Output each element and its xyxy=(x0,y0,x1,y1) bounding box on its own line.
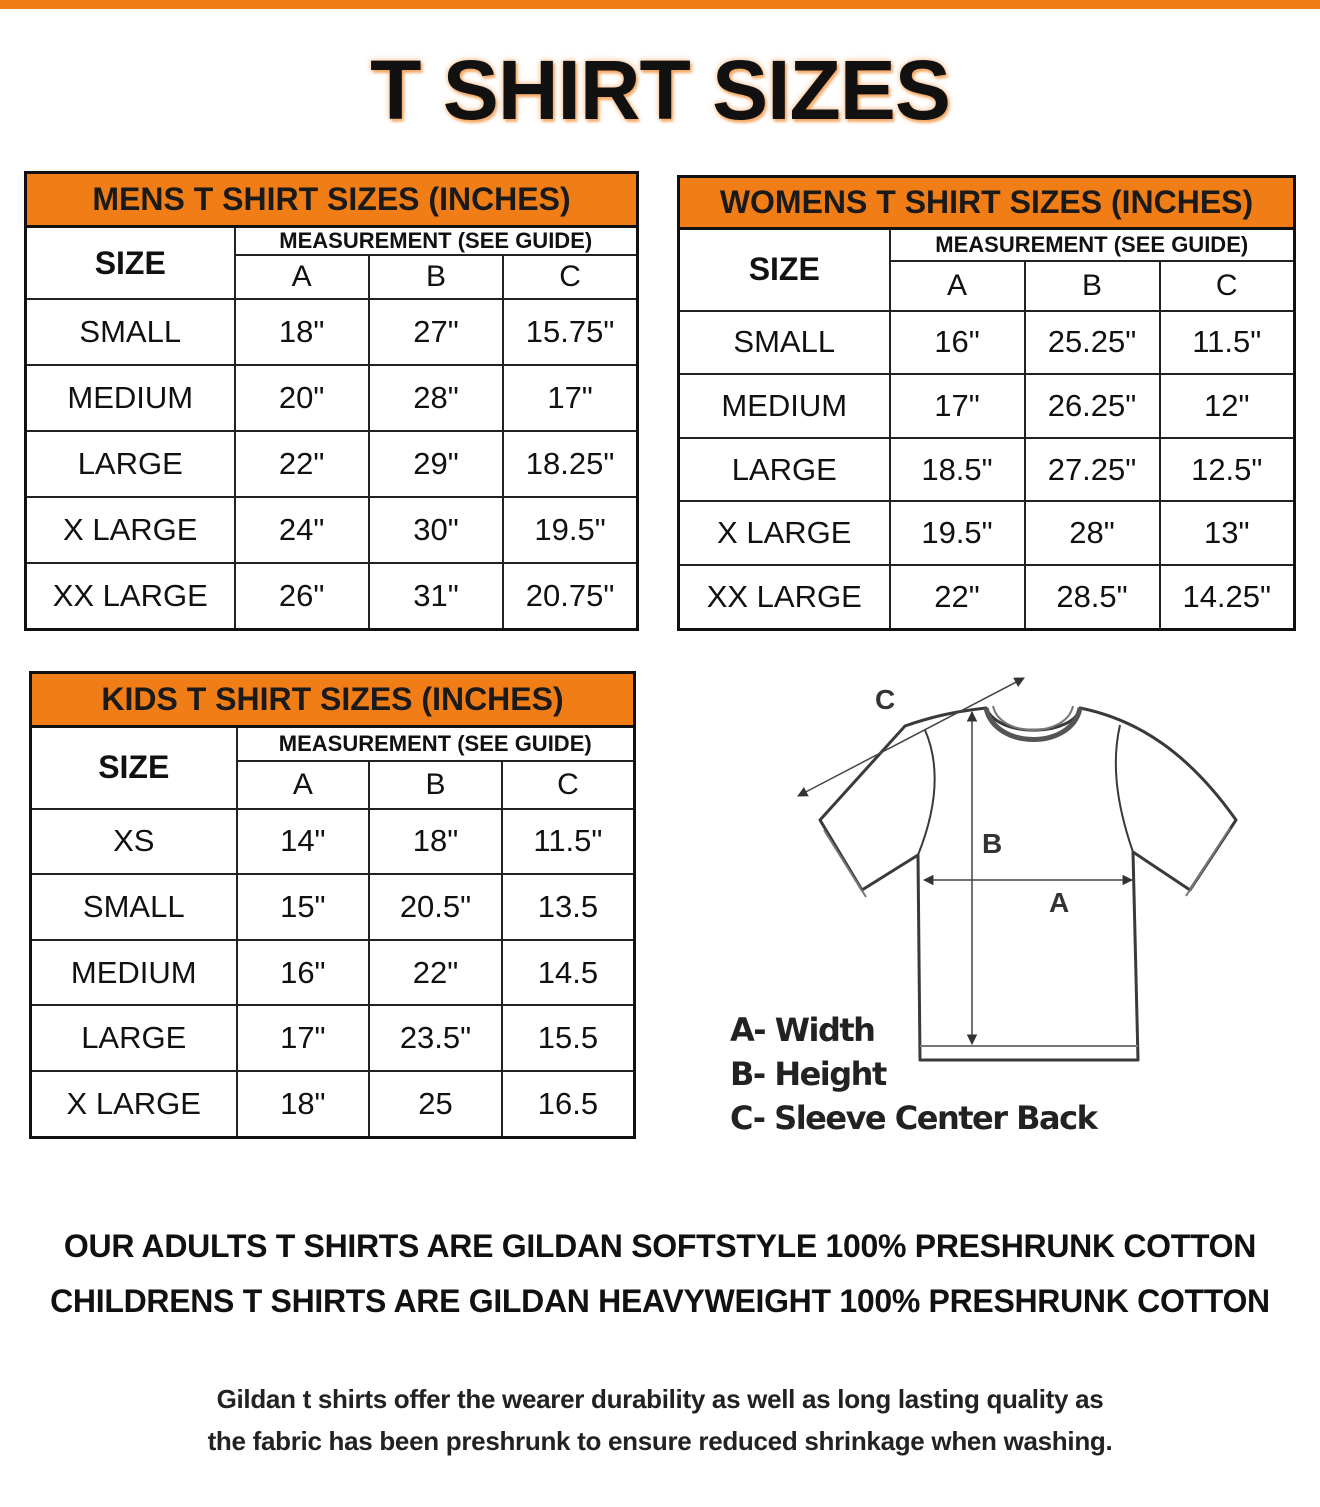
table-row xyxy=(31,809,635,875)
measurement-a-cell: 19.5" xyxy=(890,501,1025,565)
size-cell: X LARGE xyxy=(26,497,235,563)
measurement-a-cell: 20" xyxy=(235,365,369,431)
measurement-c-cell: 13.5 xyxy=(502,874,635,940)
measurement-a-cell: 18" xyxy=(235,299,369,365)
measurement-a-cell: 17" xyxy=(890,374,1025,438)
size-cell: X LARGE xyxy=(31,1071,237,1138)
column-a-header: A xyxy=(235,255,369,299)
size-cell: XX LARGE xyxy=(679,565,890,630)
column-a-header: A xyxy=(890,261,1025,311)
womens-size-table xyxy=(677,175,1296,631)
column-b-header: B xyxy=(369,255,503,299)
top-accent-bar xyxy=(0,0,1320,9)
measurement-a-cell: 16" xyxy=(237,940,370,1006)
column-a-header: A xyxy=(237,761,370,809)
size-cell: SMALL xyxy=(679,311,890,375)
measurement-c-cell: 15.5 xyxy=(502,1005,635,1071)
measurement-header: MEASUREMENT (SEE GUIDE) xyxy=(890,229,1295,261)
measurement-c-cell: 18.25" xyxy=(503,431,637,497)
mens-table-heading: MENS T SHIRT SIZES (INCHES) xyxy=(26,173,638,227)
column-c-header: C xyxy=(503,255,637,299)
measurement-b-cell: 31" xyxy=(369,563,503,630)
measurement-a-cell: 18" xyxy=(237,1071,370,1138)
measurement-a-cell: 22" xyxy=(890,565,1025,630)
size-cell: LARGE xyxy=(679,438,890,502)
table-row xyxy=(31,874,635,940)
measurement-a-cell: 17" xyxy=(237,1005,370,1071)
measurement-c-cell: 14.5 xyxy=(502,940,635,1006)
table-row xyxy=(679,501,1295,565)
measurement-c-cell: 12" xyxy=(1160,374,1295,438)
measurement-a-cell: 26" xyxy=(235,563,369,630)
page-title: T SHIRT SIZES xyxy=(370,43,950,137)
table-row xyxy=(31,1071,635,1138)
measurement-a-cell: 14" xyxy=(237,809,370,875)
measurement-b-cell: 28" xyxy=(1025,501,1160,565)
measurement-c-cell: 19.5" xyxy=(503,497,637,563)
measurement-a-cell: 18.5" xyxy=(890,438,1025,502)
size-cell: SMALL xyxy=(31,874,237,940)
diagram-legend xyxy=(730,1008,1096,1140)
size-cell: SMALL xyxy=(26,299,235,365)
adult-fabric-notice: OUR ADULTS T SHIRTS ARE GILDAN SOFTSTYLE 100% PRESHRUNK COTTON xyxy=(63,1228,1257,1264)
measurement-b-cell: 27.25" xyxy=(1025,438,1160,502)
measurement-b-cell: 30" xyxy=(369,497,503,563)
size-column-header: SIZE xyxy=(31,727,237,809)
measurement-b-cell: 26.25" xyxy=(1025,374,1160,438)
measurement-c-cell: 11.5" xyxy=(1160,311,1295,375)
size-column-header: SIZE xyxy=(679,229,890,311)
size-cell: X LARGE xyxy=(679,501,890,565)
measurement-c-cell: 14.25" xyxy=(1160,565,1295,630)
legend-sleeve: C- Sleeve Center Back xyxy=(730,1099,1097,1137)
kids-size-table xyxy=(29,671,636,1139)
size-cell: MEDIUM xyxy=(26,365,235,431)
measurement-c-cell: 15.75" xyxy=(503,299,637,365)
size-cell: MEDIUM xyxy=(31,940,237,1006)
description-line-1: Gildan t shirts offer the wearer durability as well as long lasting quality as xyxy=(216,1384,1104,1414)
column-c-header: C xyxy=(502,761,635,809)
table-row xyxy=(26,497,638,563)
measurement-c-cell: 11.5" xyxy=(502,809,635,875)
legend-width: A- Width xyxy=(730,1011,875,1049)
size-column-header: SIZE xyxy=(26,227,235,300)
size-cell: XS xyxy=(31,809,237,875)
mens-size-table xyxy=(24,171,639,631)
diagram-label-b: B xyxy=(982,828,1003,859)
table-row xyxy=(26,365,638,431)
table-row xyxy=(679,438,1295,502)
measurement-b-cell: 28.5" xyxy=(1025,565,1160,630)
size-cell: XX LARGE xyxy=(26,563,235,630)
size-cell: MEDIUM xyxy=(679,374,890,438)
measurement-b-cell: 28" xyxy=(369,365,503,431)
measurement-b-cell: 25.25" xyxy=(1025,311,1160,375)
measurement-b-cell: 22" xyxy=(369,940,502,1006)
children-fabric-notice: CHILDRENS T SHIRTS ARE GILDAN HEAVYWEIGHT 100% PRESHRUNK COTTON xyxy=(50,1283,1270,1319)
measurement-a-cell: 22" xyxy=(235,431,369,497)
column-b-header: B xyxy=(1025,261,1160,311)
size-cell: LARGE xyxy=(31,1005,237,1071)
kids-table-heading: KIDS T SHIRT SIZES (INCHES) xyxy=(31,673,635,727)
measurement-b-cell: 18" xyxy=(369,809,502,875)
measurement-a-cell: 24" xyxy=(235,497,369,563)
measurement-header: MEASUREMENT (SEE GUIDE) xyxy=(235,227,638,256)
measurement-header: MEASUREMENT (SEE GUIDE) xyxy=(237,727,635,761)
table-row xyxy=(679,565,1295,630)
diagram-label-c: C xyxy=(875,684,896,715)
measurement-b-cell: 23.5" xyxy=(369,1005,502,1071)
measurement-a-cell: 15" xyxy=(237,874,370,940)
measurement-b-cell: 29" xyxy=(369,431,503,497)
measurement-c-cell: 16.5 xyxy=(502,1071,635,1138)
column-b-header: B xyxy=(369,761,502,809)
measurement-c-cell: 13" xyxy=(1160,501,1295,565)
measurement-c-cell: 17" xyxy=(503,365,637,431)
table-row xyxy=(26,431,638,497)
measurement-b-cell: 27" xyxy=(369,299,503,365)
description-line-2: the fabric has been preshrunk to ensure reduced shrinkage when washing. xyxy=(207,1426,1113,1456)
measurement-c-cell: 20.75" xyxy=(503,563,637,630)
diagram-label-a: A xyxy=(1049,887,1070,918)
measurement-c-cell: 12.5" xyxy=(1160,438,1295,502)
legend-height: B- Height xyxy=(730,1055,886,1093)
table-row xyxy=(26,563,638,630)
table-row xyxy=(31,1005,635,1071)
womens-table-heading: WOMENS T SHIRT SIZES (INCHES) xyxy=(679,177,1295,229)
table-row xyxy=(26,299,638,365)
column-c-header: C xyxy=(1160,261,1295,311)
tshirt-outline xyxy=(820,706,1236,1060)
table-row xyxy=(679,311,1295,375)
table-row xyxy=(679,374,1295,438)
measurement-b-cell: 25 xyxy=(369,1071,502,1138)
measurement-a-cell: 16" xyxy=(890,311,1025,375)
table-row xyxy=(31,940,635,1006)
measurement-b-cell: 20.5" xyxy=(369,874,502,940)
size-cell: LARGE xyxy=(26,431,235,497)
